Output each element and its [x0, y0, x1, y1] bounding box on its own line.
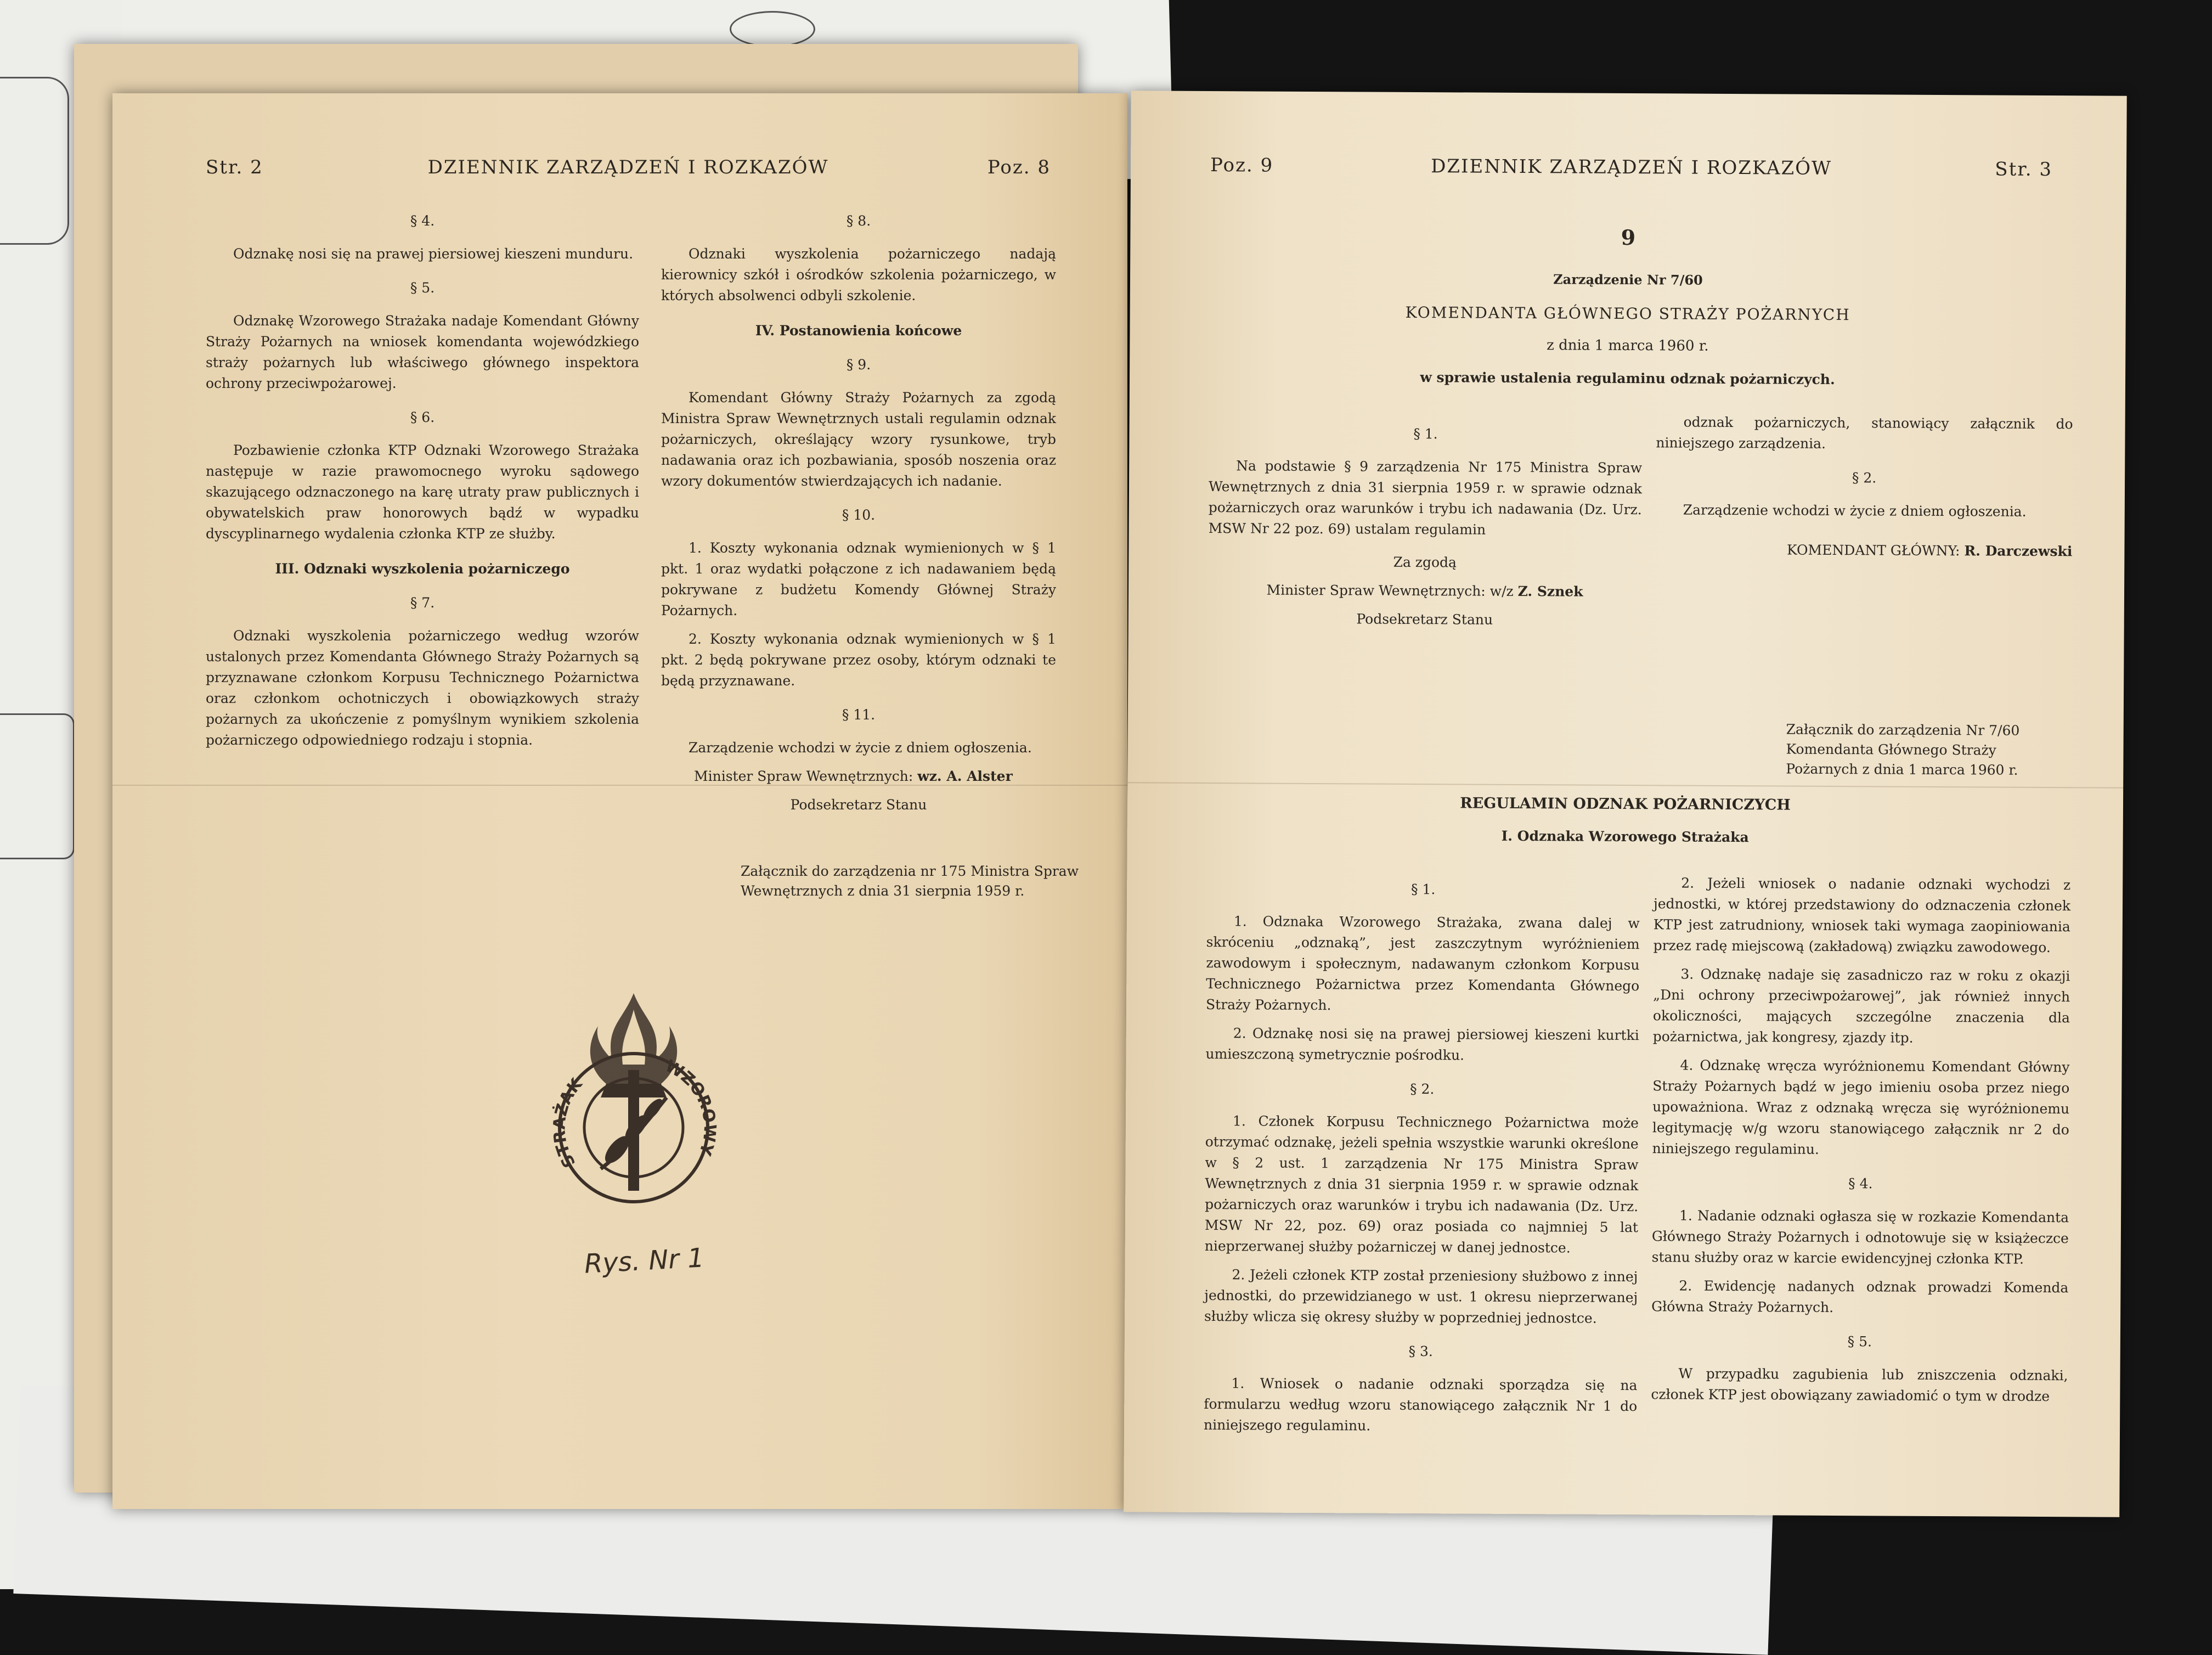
- paragraph: 1. Koszty wykonania odznak wymienionych w § 1 pkt. 1 oraz wydatki połączone z ich nadawaniem będą pokrywane z budżetu Komendy Głównej Straży Pożarnych.: [661, 540, 1056, 618]
- paragraph: Komendant Główny Straży Pożarnych za zgodą Ministra Spraw Wewnętrznych ustali regulamin odznak pożarniczych, określający wzory rysunkowe, tryb nadawania oraz ich pozbawiania, sposób noszenia oraz wzory dokumentów stwierdzających ich nadanie.: [661, 390, 1056, 489]
- paragraph-number: § 5.: [410, 280, 435, 296]
- page-number-right: Str. 3: [1995, 158, 2053, 181]
- paragraph: 2. Ewidencję nadanych odznak prowadzi Komenda Główna Straży Pożarnych.: [1651, 1277, 2069, 1315]
- left-page-column-1: [206, 198, 639, 758]
- drawing-outline: [730, 11, 815, 47]
- paragraph: Odznakę nosi się na prawej piersiowej kieszeni munduru.: [233, 246, 634, 262]
- commander-signature: [1655, 539, 2072, 562]
- regulation-title: REGULAMIN ODZNAK POŻARNICZYCH: [1460, 795, 1791, 814]
- order-date: z dnia 1 marca 1960 r.: [1547, 337, 1709, 354]
- consent-name: Z. Sznek: [1517, 583, 1583, 600]
- right-page-column-1: [1208, 409, 1643, 639]
- fold-crease: [1127, 782, 2123, 789]
- drawing-outline: [0, 713, 75, 859]
- paragraph: 3. Odznakę nadaje się zasadniczo raz w roku z okazji „Dni ochrony przeciwpożarowej”, jak również innych okoliczności, mających szczególne znaczenia dla pożarnictwa, jak kongresy, zjazdy itp.: [1652, 966, 2070, 1046]
- position-number: Poz. 8: [987, 156, 1051, 178]
- drawing-outline: [0, 77, 69, 245]
- paragraph: 2. Jeżeli członek KTP został przeniesiony służbowo z innej jednostki, do przewidzianego w ust. 1 okresu nieprzerwanej służby wlicza się okresy służby w poprzedniej jednostce.: [1204, 1266, 1638, 1326]
- paragraph: Odznaki wyszkolenia pożarniczego nadają kierownicy szkół i ośrodków szkolenia pożarniczego, w których absolwenci odbyli szkolenie.: [661, 246, 1056, 303]
- column-paragraphs: [1656, 412, 2073, 522]
- paragraph: odznak pożarniczych, stanowiący załącznik do niniejszego zarządzenia.: [1656, 414, 2073, 452]
- paragraph-number: § 5.: [1847, 1333, 1872, 1350]
- signature-line: [661, 766, 1056, 787]
- paragraph: 2. Jeżeli wniosek o nadanie odznaki wychodzi z jednostki, w której przedstawiony do odznaczenia członek KTP jest zatrudniony, wniosek taki wymaga zaopiniowania przez radę miejscową (zakładową) związku zawodowego.: [1653, 875, 2071, 956]
- paragraph-number: § 9.: [846, 357, 871, 373]
- order-title: Zarządzenie Nr 7/60: [1553, 271, 1703, 288]
- order-issuer: KOMENDANTA GŁÓWNEGO STRAŻY POŻARNYCH: [1405, 303, 1850, 324]
- paragraph: W przypadku zagubienia lub zniszczenia odznaki, członek KTP jest obowiązany zawiadomić o tym w drodze: [1651, 1365, 2068, 1405]
- page-number-left: Str. 2: [206, 156, 263, 178]
- consent-signature: [1208, 579, 1641, 603]
- fireman-badge-emblem: [540, 988, 727, 1207]
- annex-note: Załącznik do zarządzenia Nr 7/60 Komendanta Głównego Straży Pożarnych z dnia 1 marca 1960 r.: [1786, 721, 2020, 778]
- paragraph-number: § 11.: [842, 707, 876, 723]
- paragraph-number: § 2.: [1852, 470, 1877, 486]
- paragraph: 1. Wniosek o nadanie odznaki sporządza się na formularzu według wzoru stanowiącego załącznik Nr 1 do niniejszego regulaminu.: [1203, 1375, 1638, 1434]
- right-page-column-3: [1204, 865, 1640, 1445]
- paragraph: Odznaki wyszkolenia pożarniczego według wzorów ustalonych przez Komendanta Głównego Straży Pożarnych są przyznawane członkom Korpusu Technicznego Pożarnictwa oraz członkom ochotniczych i obowiązkowych straży pożarnych za ukończenie z pomyślnym wynikiem szkolenia pożarniczego odpowiedniego rodzaju i stopnia.: [206, 628, 639, 748]
- paragraph-number: § 2.: [1410, 1080, 1435, 1097]
- paragraph-number: § 6.: [410, 409, 435, 425]
- paragraph: Zarządzenie wchodzi w życie z dniem ogłoszenia.: [1683, 502, 2027, 520]
- consent-line: Za zgodą: [1393, 554, 1457, 571]
- paragraph-number: § 3.: [1408, 1343, 1434, 1360]
- paragraph-number: § 8.: [846, 213, 871, 229]
- signature-role: Minister Spraw Wewnętrznych:: [694, 768, 913, 784]
- left-page: [112, 93, 1127, 1509]
- order-number: 9: [1621, 224, 1636, 250]
- paragraph: Na podstawie § 9 zarządzenia Nr 175 Ministra Spraw Wewnętrznych z dnia 31 sierpnia 1959 r. w sprawie odznak pożarniczych oraz warunków i trybu ich nadawania (Dz. Urz. MSW Nr 22 poz. 69) ustalam regulamin: [1208, 458, 1643, 538]
- order-subject: w sprawie ustalenia regulaminu odznak pożarniczych.: [1420, 369, 1835, 387]
- position-number: Poz. 9: [1210, 154, 1274, 177]
- paragraph-number: § 1.: [1413, 425, 1438, 442]
- left-page-column-2: [661, 198, 1056, 823]
- section-heading: III. Odznaki wyszkolenia pożarniczego: [275, 561, 570, 577]
- journal-title: DZIENNIK ZARZĄDZEŃ I ROZKAZÓW: [427, 156, 829, 178]
- left-running-head: [206, 156, 1051, 189]
- paragraph: Pozbawienie członka KTP Odznaki Wzorowego Strażaka następuje w razie prawomocnego wyroku sądowego skazującego odznaczonego na karę utraty praw publicznych i obywatelskich praw honorowych bądź w wypadku dyscyplinarnego wydalenia członka KTP ze służby.: [206, 442, 639, 542]
- annex-note: Załącznik do zarządzenia nr 175 Ministra Spraw Wewnętrznych z dnia 31 sierpnia 1959 r.: [741, 863, 1079, 899]
- paragraph-number: § 1.: [1410, 881, 1436, 898]
- svg-text:STRAŻAK: [550, 1074, 586, 1170]
- journal-title: DZIENNIK ZARZĄDZEŃ I ROZKAZÓW: [1431, 155, 1832, 179]
- right-page: [1124, 91, 2127, 1517]
- paragraph-number: § 4.: [410, 213, 435, 229]
- consent-title: Podsekretarz Stanu: [1356, 611, 1493, 628]
- paragraph-number: § 4.: [1848, 1175, 1873, 1192]
- paragraph-number: § 7.: [410, 595, 435, 611]
- right-page-column-4: [1651, 872, 2070, 1415]
- paragraph: 4. Odznakę wręcza wyróżnionemu Komendant Główny Straży Pożarnych bądź w jego imieniu osoba przez niego upoważniona. Wraz z odznaką wręcza się wyróżnionemu legitymację w/g wzoru stanowiącego załącznik nr 2 do niniejszego regulaminu.: [1652, 1057, 2070, 1157]
- signature-title: Podsekretarz Stanu: [790, 797, 927, 813]
- signature-name: wz. A. Alster: [917, 768, 1013, 784]
- signature-role: KOMENDANT GŁÓWNY:: [1786, 542, 1960, 559]
- regulation-section-title: I. Odznaka Wzorowego Strażaka: [1501, 828, 1749, 846]
- paragraph: 2. Odznakę nosi się na prawej piersiowej kieszeni kurtki umieszczoną symetrycznie pośrodku.: [1205, 1025, 1639, 1063]
- paragraph-number: § 10.: [842, 507, 876, 523]
- emblem-text-left: STRAŻAK: [550, 1074, 586, 1171]
- right-page-column-2: [1655, 412, 2073, 570]
- paragraph: Odznakę Wzorowego Strażaka nadaje Komendant Główny Straży Pożarnych na wniosek komendanta wojewódzkiego straży pożarnych lub właściwego głównego inspektora ochrony przeciwpożarowej.: [206, 313, 639, 391]
- svg-text:WZOROWY: [662, 1056, 720, 1158]
- consent-role: Minister Spraw Wewnętrznych: w/z: [1266, 582, 1514, 599]
- paragraph: 1. Odznaka Wzorowego Strażaka, zwana dalej w skróceniu „odznaką”, jest zaszczytnym wyróżnieniem zawodowym i społecznym, nadawanym członkom Korpusu Technicznego Pożarnictwa przez Komendanta Głównego Straży Pożarnych.: [1205, 913, 1640, 1014]
- figure-caption: Rys. Nr 1: [583, 1242, 706, 1280]
- paragraph: 1. Nadanie odznaki ogłasza się w rozkazie Komendanta Głównego Straży Pożarnych i odnotowuje się w książeczce stanu służby oraz w karcie ewidencyjnej członka KTP.: [1651, 1207, 2069, 1267]
- emblem-text-right: WZOROWY: [662, 1056, 720, 1158]
- paragraph: 2. Koszty wykonania odznak wymienionych w § 1 pkt. 2 będą pokrywane przez osoby, którym odznaki te będą przyznawane.: [661, 631, 1056, 689]
- column-paragraphs: [661, 211, 1056, 758]
- column-paragraphs: [1209, 423, 1643, 541]
- paragraph: Zarządzenie wchodzi w życie z dniem ogłoszenia.: [689, 740, 1032, 756]
- section-heading: IV. Postanowienia końcowe: [755, 323, 962, 339]
- paragraph: 1. Członek Korpusu Technicznego Pożarnictwa może otrzymać odznakę, jeżeli spełnia wszystkie warunki określone w § 2 ust. 1 zarządzenia Nr 175 Ministra Spraw Wewnętrznych z dnia 31 sierpnia 1959 r. w sprawie odznak pożarniczych oraz warunków i trybu ich nadawania (Dz. Urz. MSW Nr 22, poz. 69) oraz posiada co najmniej 5 lat nieprzerwanej służby pożarniczej w danej jednostce.: [1204, 1113, 1639, 1256]
- signature-name: R. Darczewski: [1964, 543, 2073, 560]
- right-running-head: [1210, 154, 2052, 192]
